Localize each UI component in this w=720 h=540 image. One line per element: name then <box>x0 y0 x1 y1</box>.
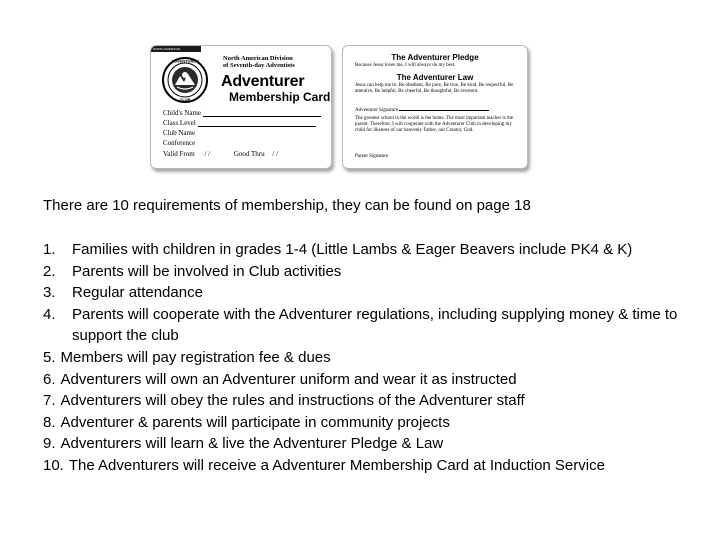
requirements-list <box>43 239 688 477</box>
logo-bottom-text: CLUB <box>179 97 191 102</box>
signature-line <box>399 106 489 111</box>
membership-card-back <box>342 45 528 169</box>
field-label: Conference <box>163 139 196 147</box>
intro-text: There are 10 requirements of membership, they can be found on page 18 <box>43 197 531 214</box>
list-item-text: Adventurers will own an Adventurer uniform and wear it as instructed <box>60 370 517 388</box>
list-item-number: 8. <box>43 413 56 431</box>
field-conference <box>163 139 195 147</box>
list-item <box>43 304 688 347</box>
list-item-text: Families with children in grades 1-4 (Little Lambs & Eager Beavers include PK4 & K) <box>72 241 633 258</box>
field-club-name <box>163 129 195 137</box>
field-label: Class Level <box>163 119 196 127</box>
list-item <box>43 282 688 304</box>
adventurer-signature-label: Adventurer Signature <box>355 108 399 113</box>
list-item-number: 7. <box>43 392 56 410</box>
list-item <box>43 433 688 455</box>
list-item-number: 9. <box>43 435 56 453</box>
card-header-strip: NORTH AMERICAN <box>151 46 201 52</box>
list-item-text: Regular attendance <box>72 284 203 302</box>
note-text: The greatest school in the world is the home. The most important teacher is the parent. Therefore, I will cooperate with the Adventurer Club in developing my child for likeness of our heavenly Father, our Creator, God. <box>355 116 514 133</box>
list-item-text: The Adventurers will receive a Adventurer Membership Card at Induction Service <box>68 456 605 474</box>
good-thru-date: / / <box>272 150 279 158</box>
list-item <box>43 455 688 477</box>
field-label: Child's Name <box>163 109 202 117</box>
membership-card-front <box>150 45 332 169</box>
list-item <box>43 412 688 434</box>
division-line-1: North American Division <box>223 55 293 62</box>
adventurer-club-logo-icon <box>161 56 209 104</box>
list-item <box>43 239 688 261</box>
logo-top-text: ADVENTURER <box>171 58 199 64</box>
field-valid-from <box>163 150 278 158</box>
division-line-2: of Seventh-day Adventists <box>223 62 295 69</box>
list-item <box>43 261 688 283</box>
card-title: Adventurer <box>221 73 305 90</box>
list-item-number: 5. <box>43 348 56 366</box>
list-item-text: Members will pay registration fee & dues <box>60 348 331 366</box>
field-label: Club Name <box>163 129 196 137</box>
field-childs-name <box>163 109 321 117</box>
list-item-number: 1. <box>43 241 56 258</box>
card-subtitle: Membership Card <box>229 90 331 104</box>
field-class-level <box>163 119 316 127</box>
good-thru-label: Good Thru <box>233 150 265 158</box>
list-item <box>43 347 688 369</box>
list-item-text: Adventurers will obey the rules and instructions of the Adventurer staff <box>60 392 525 410</box>
list-item-text: Parents will cooperate with the Adventurer regulations, including supplying money & time to support the club <box>72 305 678 345</box>
valid-from-date: / / <box>204 150 211 158</box>
list-item-text: Adventurers will learn & live the Adventurer Pledge & Law <box>60 435 444 453</box>
law-title: The Adventurer Law <box>396 73 474 82</box>
law-text: Jesus can help me to: Be obedient, Be pure, Be true, Be kind, Be respectful, Be attentive, Be helpful, Be cheerful, Be thoughtful, Be reverent. <box>355 83 514 94</box>
field-line <box>198 120 316 127</box>
field-line <box>203 110 321 117</box>
list-item-number: 6. <box>43 370 56 388</box>
list-item <box>43 390 688 412</box>
list-item-text: Adventurer & parents will participate in community projects <box>60 413 450 431</box>
parent-signature-label: Parent Signature <box>355 154 389 159</box>
list-item-number: 3. <box>43 284 56 302</box>
adventurer-signature-row <box>355 106 517 114</box>
list-item <box>43 369 688 391</box>
pledge-text: Because Jesus loves me, I will always do my best. <box>355 63 456 68</box>
pledge-title: The Adventurer Pledge <box>391 53 479 62</box>
list-item-number: 10. <box>43 456 64 474</box>
list-item-number: 2. <box>43 262 56 280</box>
list-item-number: 4. <box>43 305 56 323</box>
valid-from-label: Valid From <box>163 150 195 158</box>
list-item-text: Parents will be involved in Club activities <box>72 262 342 280</box>
